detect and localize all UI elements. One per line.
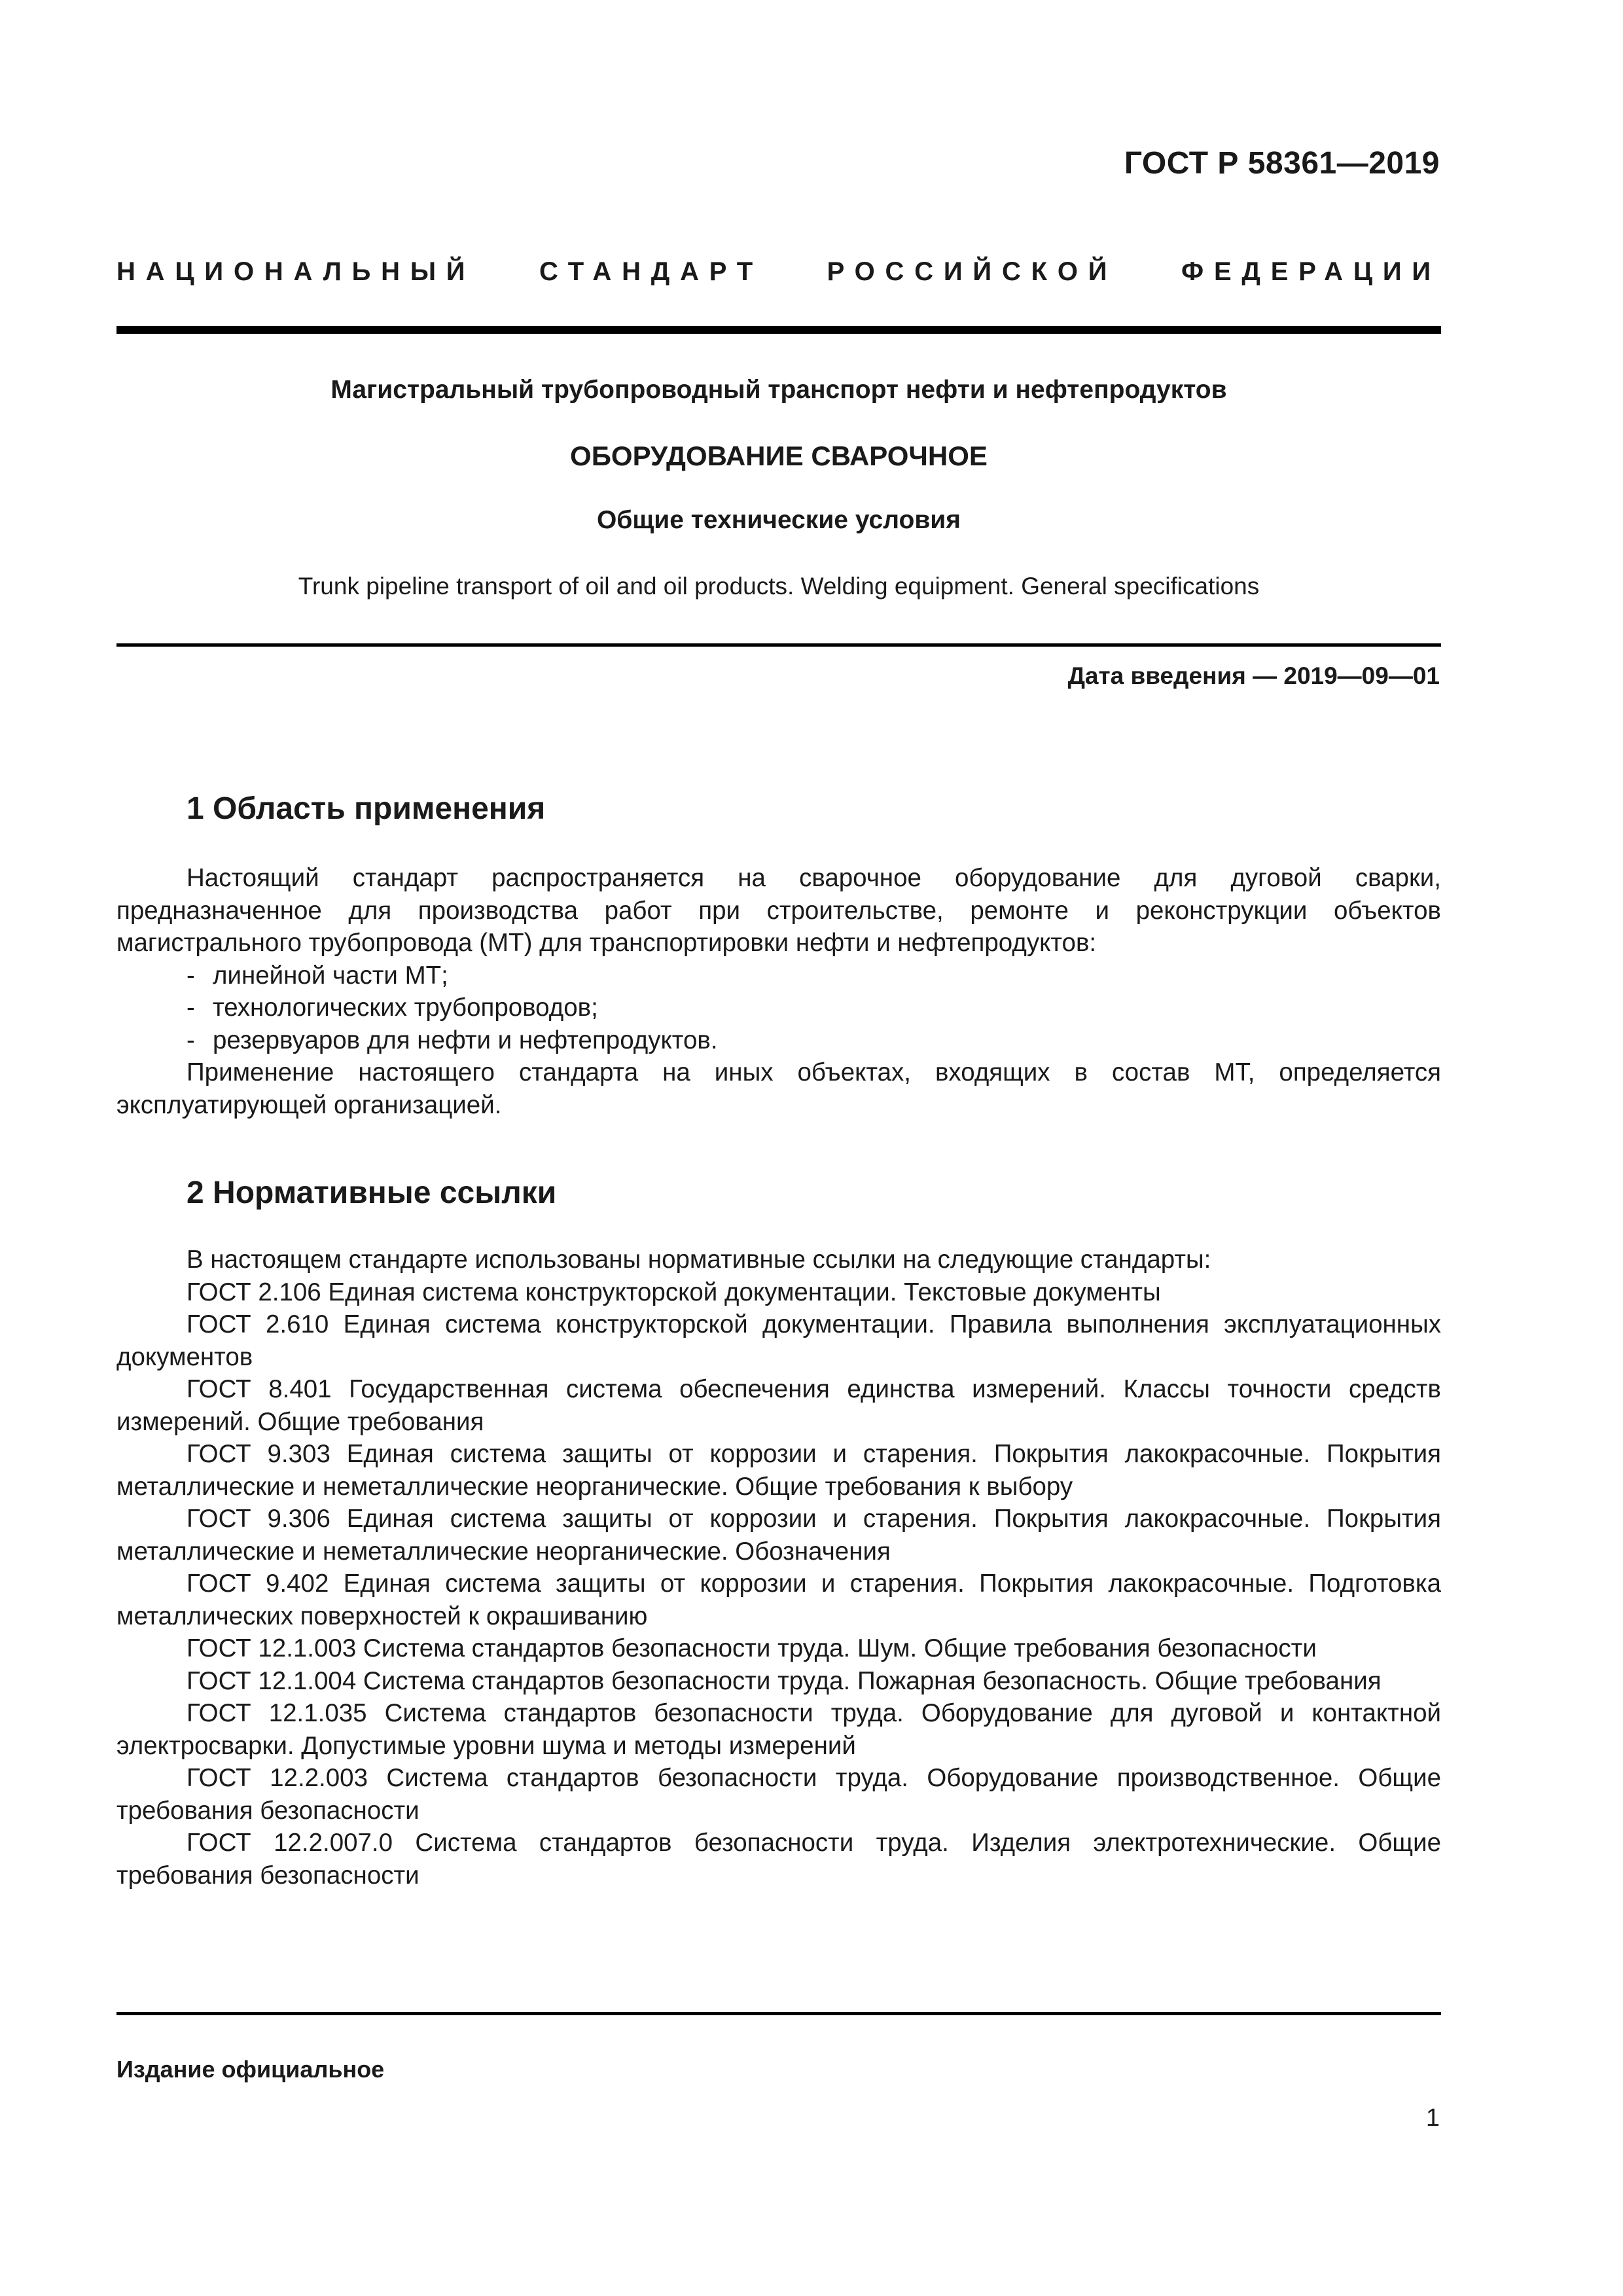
section-1-title: 1 Область применения: [187, 791, 546, 826]
reference-item: ГОСТ 2.106 Единая система конструкторской документации. Текстовые документы: [187, 1278, 1161, 1306]
list-item: - резервуаров для нефти и нефтепродуктов.: [187, 1026, 718, 1054]
reference-item: ГОСТ 12.1.004 Система стандартов безопасности труда. Пожарная безопасность. Общие требования: [187, 1666, 1382, 1695]
section-1-body: [116, 862, 1441, 1121]
national-standard-heading: [116, 257, 1441, 287]
title-line-3: Общие технические условия: [596, 506, 961, 534]
introduction-date: Дата введения — 2019—09—01: [1067, 662, 1440, 689]
heading-word: СТАНДАРТ: [539, 257, 763, 286]
reference-item: ГОСТ 12.1.035 Система стандартов безопасности труда. Оборудование для дуговой и контактной электросварки. Допустимые уровни шума и методы измерений: [116, 1699, 1441, 1760]
reference-item: ГОСТ 12.1.003 Система стандартов безопасности труда. Шум. Общие требования безопасности: [187, 1634, 1317, 1662]
reference-item: ГОСТ 8.401 Государственная система обеспечения единства измерений. Классы точности средств измерений. Общие требования: [116, 1375, 1441, 1436]
heading-word: ФЕДЕРАЦИИ: [1181, 257, 1441, 286]
standard-number: ГОСТ Р 58361—2019: [1124, 146, 1440, 181]
title-line-1: Магистральный трубопроводный транспорт нефти и нефтепродуктов: [330, 376, 1227, 404]
footer-rule: [116, 2012, 1441, 2015]
reference-item: ГОСТ 9.303 Единая система защиты от коррозии и старения. Покрытия лакокрасочные. Покрытия металлические и неметаллические неорганические. Общие требования к выбору: [116, 1440, 1441, 1501]
reference-item: ГОСТ 9.402 Единая система защиты от коррозии и старения. Покрытия лакокрасочные. Подготовка металлических поверхностей к окрашиванию: [116, 1570, 1441, 1630]
english-title: Trunk pipeline transport of oil and oil products. Welding equipment. General specifications: [298, 573, 1260, 600]
heading-word: НАЦИОНАЛЬНЫЙ: [116, 257, 476, 286]
section-2-body: [116, 1244, 1441, 1892]
heading-word: РОССИЙСКОЙ: [827, 257, 1118, 286]
reference-item: ГОСТ 12.2.007.0 Система стандартов безопасности труда. Изделия электротехнические. Общие требования безопасности: [116, 1829, 1441, 1890]
official-edition-label: Издание официальное: [116, 2056, 385, 2083]
paragraph: Настоящий стандарт распространяется на сварочное оборудование для дуговой сварки, предназначенное для производства работ при строительстве, ремонте и реконструкции объектов магистрального трубопровода (МТ) для транспортировки нефти и нефтепродуктов:: [116, 864, 1441, 957]
section-2-title: 2 Нормативные ссылки: [187, 1175, 557, 1210]
list-item: - линейной части МТ;: [187, 961, 448, 990]
page-number: 1: [1425, 2104, 1440, 2132]
reference-item: ГОСТ 12.2.003 Система стандартов безопасности труда. Оборудование производственное. Общие требования безопасности: [116, 1764, 1441, 1825]
top-rule: [116, 326, 1441, 334]
title-bottom-rule: [116, 643, 1441, 647]
reference-item: ГОСТ 9.306 Единая система защиты от коррозии и старения. Покрытия лакокрасочные. Покрытия металлические и неметаллические неорганические. Обозначения: [116, 1505, 1441, 1566]
reference-item: ГОСТ 2.610 Единая система конструкторской документации. Правила выполнения эксплуатационных документов: [116, 1310, 1441, 1371]
list-item: - технологических трубопроводов;: [187, 994, 598, 1022]
paragraph: В настоящем стандарте использованы нормативные ссылки на следующие стандарты:: [187, 1246, 1211, 1274]
title-line-2: ОБОРУДОВАНИЕ СВАРОЧНОЕ: [570, 440, 988, 471]
paragraph: Применение настоящего стандарта на иных объектах, входящих в состав МТ, определяется эксплуатирующей организацией.: [116, 1058, 1441, 1119]
